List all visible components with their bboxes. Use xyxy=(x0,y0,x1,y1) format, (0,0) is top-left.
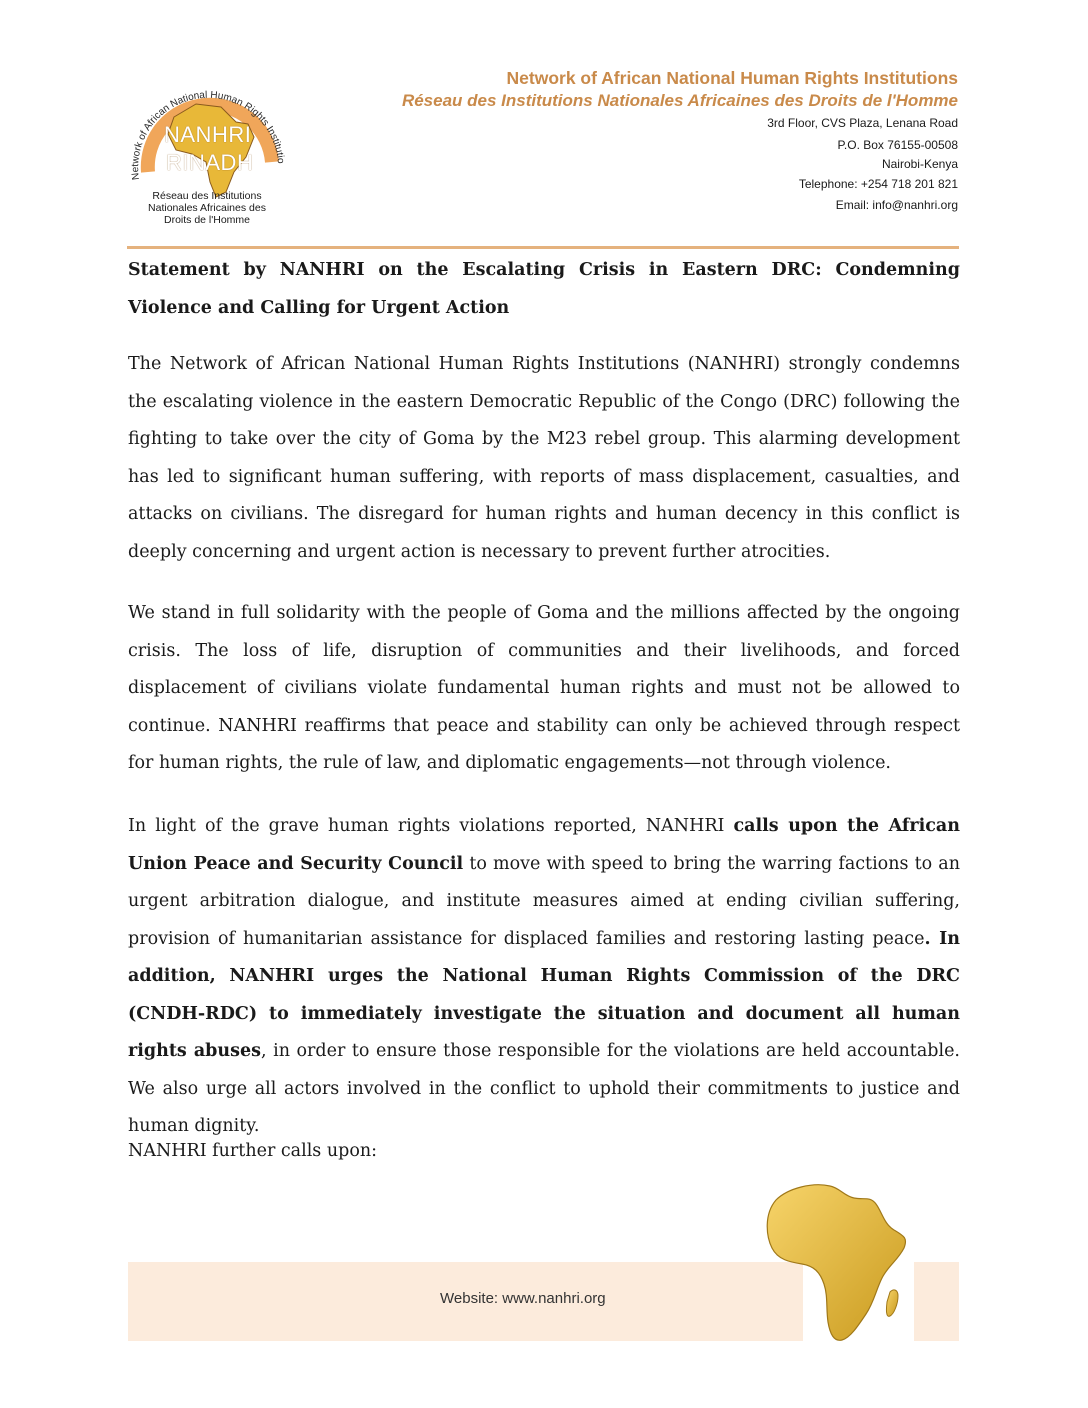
p3-text: In light of the grave human rights violations reported, NANHRI xyxy=(128,816,734,836)
header-divider xyxy=(127,246,959,249)
africa-map-icon xyxy=(758,1178,918,1348)
p3-bold-au-psc: calls upon the African Union Peace and Security Council xyxy=(128,816,960,874)
address-line: P.O. Box 76155-00508 xyxy=(837,138,958,152)
logo-french-name: Réseau des Institutions Nationales Africaines des Droits de l'Homme xyxy=(148,190,266,226)
p3-bold-cndh: . In addition, NANHRI urges the National Human Rights Commission of the DRC (CNDH-RDC) to immediately investigate the situation and document all human rights abuses xyxy=(128,928,960,1061)
nanhri-logo xyxy=(126,62,292,234)
footer-band-right xyxy=(914,1262,959,1341)
address-line: Nairobi-Kenya xyxy=(881,157,958,171)
footer-website: Website: www.nanhri.org xyxy=(440,1290,606,1307)
logo-title-nanhri: NANHRI xyxy=(164,122,252,147)
statement-title: Statement by NANHRI on the Escalating Crisis in Eastern DRC: Condemning Violence and Calling for Urgent Action xyxy=(128,260,960,318)
paragraph-1: The Network of African National Human Rights Institutions (NANHRI) strongly condemns the escalating violence in the eastern Democratic Republic of the Congo (DRC) following the fighting to take over the city of Goma by the M23 rebel group. This alarming development has led to significant human suffering, with reports of mass displacement, casualties, and attacks on civilians. The disregard for human rights and human decency in this conflict is deeply concerning and urgent action is necessary to prevent further atrocities. xyxy=(128,354,960,562)
paragraph-2: We stand in full solidarity with the people of Goma and the millions affected by the ongoing crisis. The loss of life, disruption of communities and their livelihoods, and forced displacement of civilians violate fundamental human rights and must not be allowed to continue. NANHRI reaffirms that peace and stability can only be achieved through respect for human rights, the rule of law, and diplomatic engagements—not through violence. xyxy=(128,603,960,773)
logo-title-rinadh: RINADH xyxy=(166,150,254,175)
telephone-line: Telephone: +254 718 201 821 xyxy=(798,177,958,191)
org-name-french: Réseau des Institutions Nationales Africaines des Droits de l'Homme xyxy=(401,91,958,110)
paragraph-4: NANHRI further calls upon: xyxy=(128,1141,378,1161)
email-line: Email: info@nanhri.org xyxy=(835,198,958,212)
p3-text: to move with speed to bring the warring factions to an urgent arbitration dialogue, and institute measures aimed at ending civilian suffering, provision of humanitarian assistance for displaced families and restoring lasting peace xyxy=(128,853,960,949)
logo-arc-text: Network of African National Human Rights Institutio xyxy=(130,89,287,181)
paragraph-3 xyxy=(128,808,960,1146)
p3-text: , in order to ensure those responsible for the violations are held accountable. We also urge all actors involved in the conflict to uphold their commitments to justice and human dignity. xyxy=(128,1041,960,1136)
org-name-english: Network of African National Human Rights Institutions xyxy=(506,68,958,88)
address-line: 3rd Floor, CVS Plaza, Lenana Road xyxy=(767,116,958,130)
